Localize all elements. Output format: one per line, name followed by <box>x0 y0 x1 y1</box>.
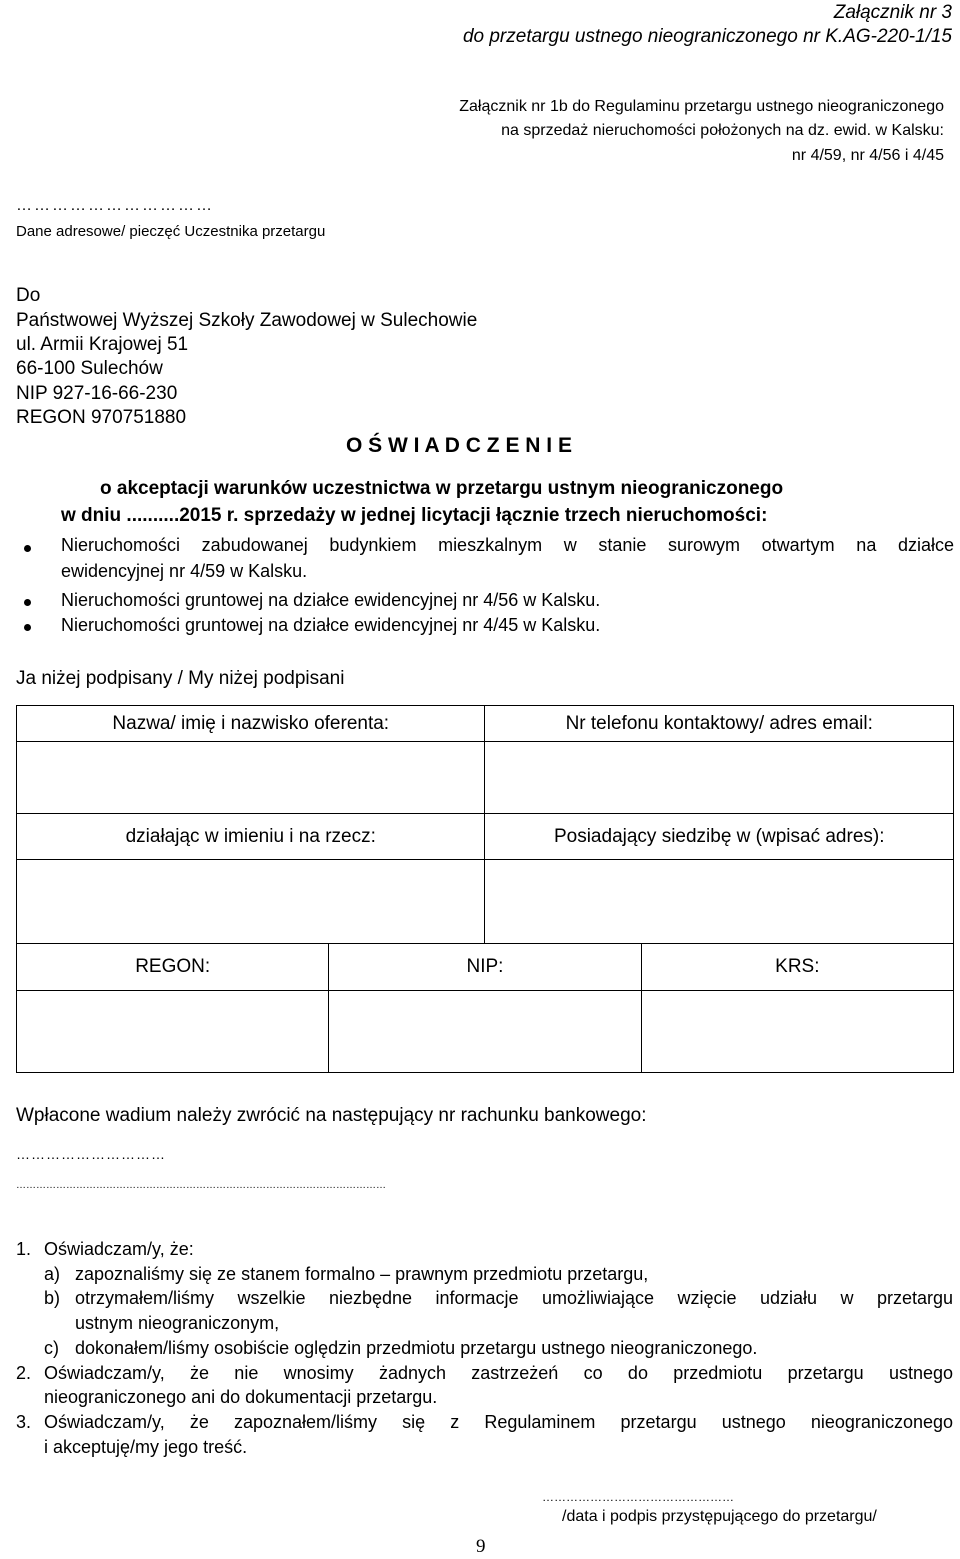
bullet-icon <box>24 624 31 631</box>
recipient-city: 66-100 Sulechów <box>16 358 163 379</box>
regulation-reference-line3: nr 4/59, nr 4/56 i 4/45 <box>791 147 944 164</box>
seat-header: Posiadający siedzibę w (wpisać adres): <box>485 814 954 860</box>
regon-header: REGON: <box>17 944 329 991</box>
deposit-dots-1: ………………………… <box>16 1146 166 1162</box>
phone-header: Nr telefonu kontaktowy/ adres email: <box>485 706 954 742</box>
acting-field[interactable] <box>17 860 485 944</box>
recipient-street: ul. Armii Krajowej 51 <box>16 334 189 355</box>
declaration-2-line2: nieograniczonego ani do dokumentacji przetargu. <box>44 1387 438 1407</box>
bullet-item-1-line2: ewidencyjnej nr 4/59 w Kalsku. <box>61 561 308 581</box>
name-header: Nazwa/ imię i nazwisko oferenta: <box>17 706 485 742</box>
regulation-reference-line1: Załącznik nr 1b do Regulaminu przetargu ustnego nieograniczonego <box>459 98 944 115</box>
nip-field[interactable] <box>329 991 641 1073</box>
acting-header: działając w imieniu i na rzecz: <box>17 814 485 860</box>
seat-field[interactable] <box>485 860 954 944</box>
bullet-item-3: Nieruchomości gruntowej na działce ewidencyjnej nr 4/45 w Kalsku. <box>61 615 601 635</box>
declaration-b-text-line1: otrzymałem/liśmy wszelkie niezbędne informacje umożliwiające wzięcie udziału w przetargu <box>75 1288 953 1308</box>
bidder-data-table <box>16 705 954 1073</box>
signature-dots: ………………………………………… <box>542 1490 734 1504</box>
subtitle-line1: o akceptacji warunków uczestnictwa w przetargu ustnym nieograniczonego <box>100 478 784 499</box>
recipient-nip: NIP 927-16-66-230 <box>16 383 178 404</box>
declaration-a-label: a) <box>44 1264 61 1284</box>
signers-line: Ja niżej podpisany / My niżej podpisani <box>16 668 345 689</box>
regon-field[interactable] <box>17 991 329 1073</box>
declaration-c-text: dokonałem/liśmy osobiście oględzin przedmiotu przetargu ustnego nieograniczonego. <box>75 1338 758 1358</box>
subtitle-line2: w dniu ..........2015 r. sprzedaży w jednej licytacji łącznie trzech nieruchomości: <box>61 505 768 526</box>
deposit-label: Wpłacone wadium należy zwrócić na następujący nr rachunku bankowego: <box>16 1105 647 1126</box>
declaration-1-number: 1. <box>16 1239 32 1259</box>
declaration-a-text: zapoznaliśmy się ze stanem formalno – prawnym przedmiotu przetargu, <box>75 1264 649 1284</box>
annex-reference: do przetargu ustnego nieograniczonego nr K.AG-220-1/15 <box>462 26 952 47</box>
deposit-dots-2: ………………………………………………………………………………………………… <box>16 1180 386 1191</box>
signature-label: /data i podpis przystępującego do przetargu/ <box>562 1508 877 1525</box>
nip-header: NIP: <box>329 944 641 991</box>
phone-field[interactable] <box>485 742 954 814</box>
recipient-name: Państwowej Wyższej Szkoły Zawodowej w Sulechowie <box>16 310 478 331</box>
krs-header: KRS: <box>641 944 953 991</box>
declaration-2-line1: Oświadczam/y, że nie wnosimy żadnych zastrzeżeń co do przedmiotu przetargu ustnego <box>44 1363 953 1383</box>
bullet-icon <box>24 545 31 552</box>
document-title: O Ś W I A D C Z E N I E <box>346 434 572 457</box>
name-field[interactable] <box>17 742 485 814</box>
annex-number: Załącznik nr 3 <box>833 2 952 23</box>
declaration-b-text-line2: ustnym nieograniczonym, <box>75 1313 280 1333</box>
recipient-regon: REGON 970751880 <box>16 407 187 428</box>
declaration-3-line1: Oświadczam/y, że zapoznałem/liśmy się z Regulaminem przetargu ustnego nieograniczonego <box>44 1412 953 1432</box>
declaration-c-label: c) <box>44 1338 59 1358</box>
declaration-3-number: 3. <box>16 1412 32 1432</box>
page-number: 9 <box>476 1536 486 1557</box>
regulation-reference-line2: na sprzedaż nieruchomości położonych na dz. ewid. w Kalsku: <box>501 122 944 139</box>
bullet-item-2: Nieruchomości gruntowej na działce ewidencyjnej nr 4/56 w Kalsku. <box>61 590 601 610</box>
bidder-address-dots: …………………………… <box>16 197 214 214</box>
bidder-address-label: Dane adresowe/ pieczęć Uczestnika przetargu <box>16 223 326 240</box>
declaration-1-text: Oświadczam/y, że: <box>44 1239 194 1259</box>
declaration-2-number: 2. <box>16 1363 32 1383</box>
bullet-item-1-line1: Nieruchomości zabudowanej budynkiem mieszkalnym w stanie surowym otwartym na działce <box>61 535 954 555</box>
declaration-b-label: b) <box>44 1288 61 1308</box>
bullet-icon <box>24 599 31 606</box>
krs-field[interactable] <box>641 991 953 1073</box>
declaration-3-line2: i akceptuję/my jego treść. <box>44 1437 248 1457</box>
recipient-to: Do <box>16 285 41 306</box>
